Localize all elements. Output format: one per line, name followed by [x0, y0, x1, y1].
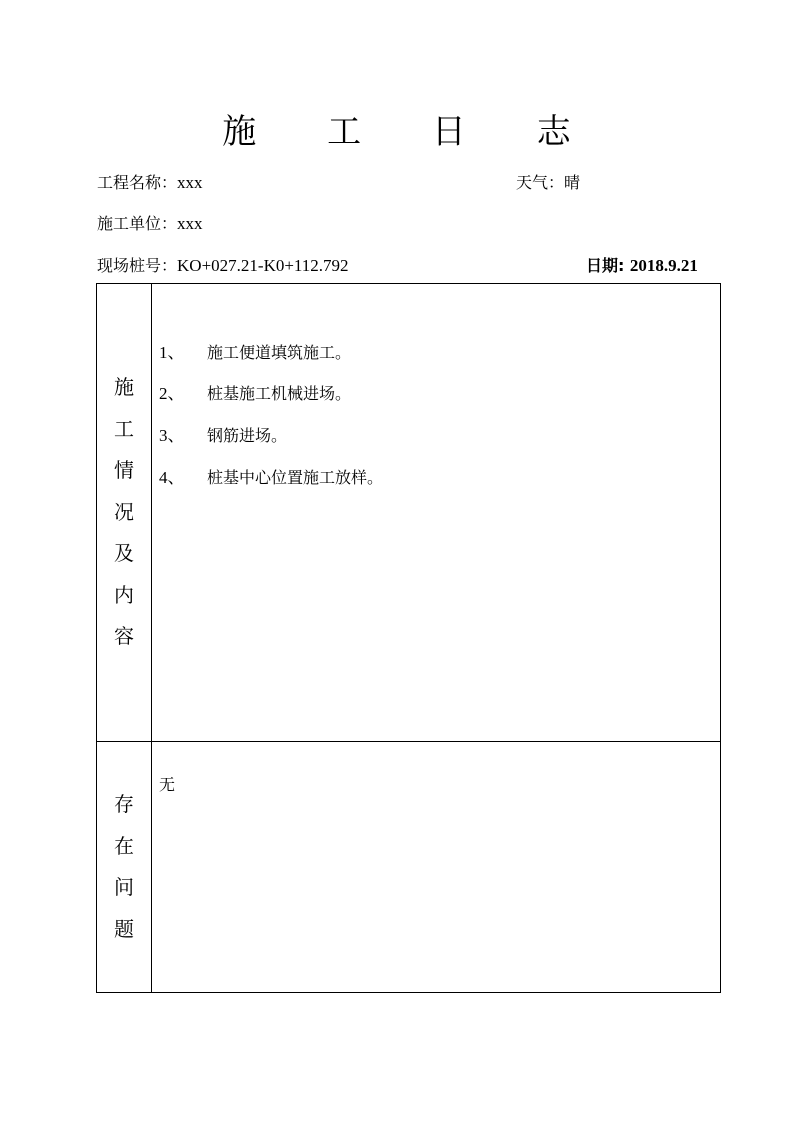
issues-header — [97, 742, 152, 992]
header-char: 及 — [114, 541, 134, 566]
header-char: 容 — [114, 624, 134, 649]
header-char: 题 — [114, 916, 134, 941]
construction-unit-value: xxx — [177, 214, 203, 233]
item-number: 2、 — [159, 384, 185, 403]
station-label: 现场桩号： — [97, 256, 178, 275]
date-line — [586, 253, 698, 276]
issues-row — [97, 742, 720, 992]
date-label: 日期: — [586, 256, 625, 275]
station-line — [97, 253, 349, 276]
header-char: 施 — [114, 375, 134, 400]
weather-value: 晴 — [564, 173, 581, 192]
page-title: 施 工 日 志 — [222, 112, 601, 152]
project-name-value: xxx — [177, 173, 203, 192]
header-char: 在 — [114, 833, 134, 858]
header-char: 内 — [114, 582, 134, 607]
project-name-line — [97, 170, 203, 193]
list-item — [159, 338, 351, 363]
header-char: 工 — [114, 416, 134, 441]
list-item — [159, 463, 383, 488]
item-number: 4、 — [159, 468, 185, 487]
date-value: 2018.9.21 — [629, 256, 698, 275]
item-text: 钢筋进场。 — [207, 426, 288, 445]
item-text: 桩基中心位置施工放样。 — [207, 468, 384, 487]
station-value: KO+027.21-K0+112.792 — [177, 256, 349, 275]
item-number: 1、 — [159, 343, 185, 362]
header-char: 存 — [114, 792, 134, 816]
item-text: 桩基施工机械进场。 — [207, 384, 352, 403]
issues-text: 无 — [159, 775, 176, 794]
construction-unit-line — [97, 211, 203, 234]
log-table — [96, 283, 721, 993]
work-content-row — [97, 284, 720, 742]
header-char: 情 — [114, 458, 134, 483]
header-char: 问 — [114, 875, 134, 899]
list-item — [159, 421, 287, 446]
construction-unit-label: 施工单位： — [97, 214, 178, 233]
header-char: 况 — [114, 499, 134, 524]
weather-line — [516, 170, 580, 193]
project-name-label: 工程名称： — [97, 173, 178, 192]
item-number: 3、 — [159, 426, 185, 445]
item-text: 施工便道填筑施工。 — [207, 343, 352, 362]
work-content-header — [97, 284, 152, 741]
weather-label: 天气： — [516, 173, 565, 192]
list-item — [159, 379, 351, 404]
